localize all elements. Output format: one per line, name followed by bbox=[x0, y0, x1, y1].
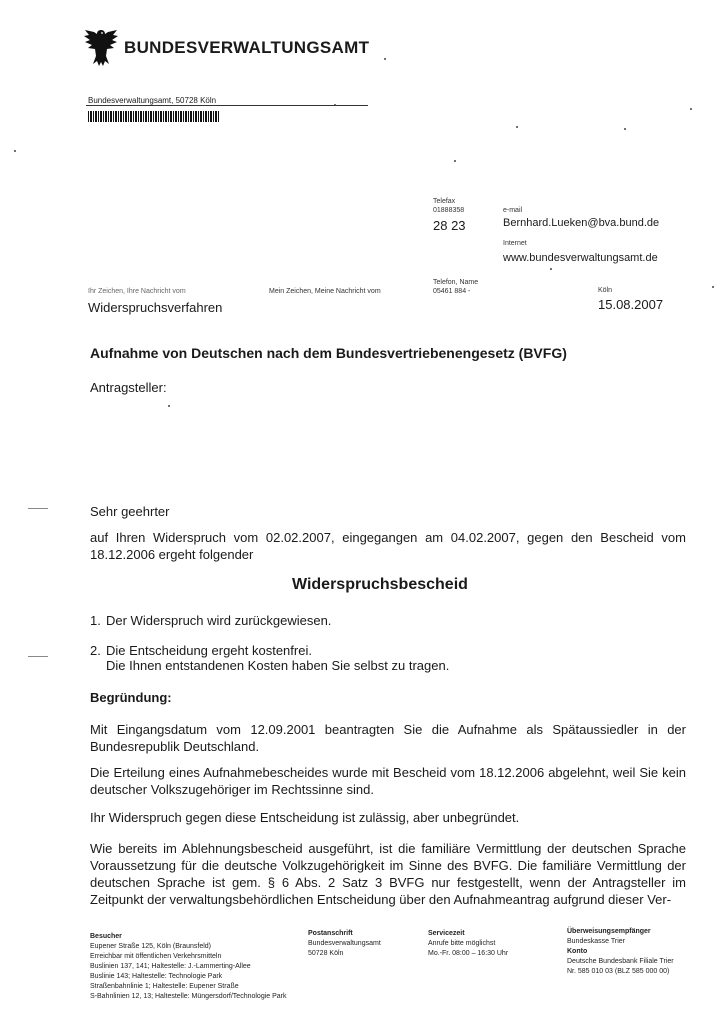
federal-eagle-icon bbox=[81, 26, 121, 68]
letter-date: 15.08.2007 bbox=[598, 297, 664, 312]
footer-visitors-line: Buslinien 137, 141; Haltestelle: J.-Lammerting-Allee bbox=[90, 963, 251, 970]
footer-account-line: Nr. 585 010 03 (BLZ 585 000 00) bbox=[567, 968, 670, 975]
scan-speck bbox=[334, 104, 336, 106]
item-2-number: 2. bbox=[90, 643, 101, 658]
item-1-number: 1. bbox=[90, 613, 101, 628]
footer-visitors-title: Besucher bbox=[90, 933, 122, 940]
footer-postal-line: Bundesverwaltungsamt bbox=[308, 940, 381, 947]
footer-postal-line: 50728 Köln bbox=[308, 950, 344, 957]
organization-name: BUNDESVERWALTUNGSAMT bbox=[124, 38, 370, 57]
internet-label: Internet bbox=[503, 240, 527, 247]
footer-service-line: Anrufe bitte möglichst bbox=[428, 940, 496, 947]
footer-postal bbox=[308, 929, 381, 959]
decision-title: Widerspruchsbescheid bbox=[292, 576, 468, 593]
my-reference-label: Mein Zeichen, Meine Nachricht vom bbox=[269, 288, 381, 295]
sender-return-address: Bundesverwaltungsamt, 50728 Köln bbox=[88, 96, 217, 105]
footer-visitors-line: S-Bahnlinien 12, 13; Haltestelle: Müngersdorf/Technologie Park bbox=[90, 993, 287, 1000]
email-address: Bernhard.Lueken@bva.bund.de bbox=[503, 217, 660, 229]
footer-transfer-title: Überweisungsempfänger bbox=[567, 928, 651, 935]
footer-visitors bbox=[90, 932, 287, 1002]
phone-number: 05461 884 - bbox=[433, 288, 471, 295]
scan-speck bbox=[690, 108, 692, 110]
footer-account-title: Konto bbox=[567, 948, 588, 955]
footer-transfer bbox=[567, 927, 674, 977]
scan-speck bbox=[454, 160, 456, 162]
footer-service-title: Servicezeit bbox=[428, 930, 465, 937]
scan-speck bbox=[516, 126, 518, 128]
footer-account-line: Deutsche Bundesbank Filiale Trier bbox=[567, 958, 674, 965]
footer-service bbox=[428, 929, 508, 959]
applicant-label: Antragsteller: bbox=[90, 380, 167, 395]
telefax-label: Telefax bbox=[433, 198, 456, 205]
telefax-number: 01888358 bbox=[433, 207, 465, 214]
sender-underline bbox=[86, 105, 368, 106]
scan-speck bbox=[624, 128, 626, 130]
subject-reference: Widerspruchsverfahren bbox=[88, 300, 223, 315]
reasons-heading: Begründung: bbox=[90, 690, 172, 705]
scan-speck bbox=[14, 150, 16, 152]
place-label: Köln bbox=[598, 287, 613, 294]
email-label: e-mail bbox=[503, 207, 523, 214]
footer-visitors-line: Buslinie 143; Haltestelle: Technologie Park bbox=[90, 973, 223, 980]
scan-speck bbox=[168, 405, 170, 407]
fold-mark bbox=[28, 508, 48, 509]
website-address: www.bundesverwaltungsamt.de bbox=[503, 252, 658, 264]
phone-label: Telefon, Name bbox=[433, 279, 479, 286]
letter-heading: Aufnahme von Deutschen nach dem Bundesvertriebenengesetz (BVFG) bbox=[90, 345, 567, 361]
reasons-paragraph-3: Ihr Widerspruch gegen diese Entscheidung ist zulässig, aber unbegründet. bbox=[90, 810, 520, 825]
footer-visitors-line: Erreichbar mit öffentlichen Verkehrsmitteln bbox=[90, 953, 222, 960]
footer-service-line: Mo.-Fr. 08:00 – 16:30 Uhr bbox=[428, 950, 509, 957]
scan-speck bbox=[550, 268, 552, 270]
footer-postal-title: Postanschrift bbox=[308, 930, 353, 937]
extension-number: 28 23 bbox=[433, 218, 466, 233]
item-1-text: Der Widerspruch wird zurückgewiesen. bbox=[106, 613, 332, 628]
salutation: Sehr geehrter bbox=[90, 504, 170, 519]
postal-barcode bbox=[88, 111, 220, 122]
footer-visitors-line: Eupener Straße 125, Köln (Braunsfeld) bbox=[90, 943, 212, 950]
your-reference-label: Ihr Zeichen, Ihre Nachricht vom bbox=[88, 288, 186, 295]
footer-visitors-line: Straßenbahnlinie 1; Haltestelle: Eupener Straße bbox=[90, 983, 239, 990]
reasons-paragraph-2: Die Erteilung eines Aufnahmebescheides wurde mit Bescheid vom 18.12.2006 abgelehnt, weil Sie kein deutscher Volkszugehöriger im Rechtssinne sind. bbox=[90, 765, 686, 797]
fold-mark bbox=[28, 656, 48, 657]
reasons-paragraph-4: Wie bereits im Ablehnungsbescheid ausgeführt, ist die familiäre Vermittlung der deutschen Sprache Voraussetzung für die deutsche Volkzugehörigkeit im Sinne des BVFG. Die familiäre Vermittlung der deutschen Sprache ist gem. § 6 Abs. 2 Satz 3 BVFG nur festgestellt, wenn der Antragsteller im Zeitpunkt der verwaltungsbehördlichen Entscheidung über den Aufnahmeantrag aufgrund dieser Ver- bbox=[90, 841, 686, 907]
scan-speck bbox=[384, 58, 386, 60]
reasons-paragraph-1: Mit Eingangsdatum vom 12.09.2001 beantragten Sie die Aufnahme als Spätaussiedler in der Bundesrepublik Deutschland. bbox=[90, 722, 686, 754]
scan-speck bbox=[712, 286, 714, 288]
footer-transfer-line: Bundeskasse Trier bbox=[567, 938, 625, 945]
intro-paragraph: auf Ihren Widerspruch vom 02.02.2007, eingegangen am 04.02.2007, gegen den Bescheid vom 18.12.2006 ergeht folgender bbox=[90, 530, 686, 562]
item-2-line-1: Die Entscheidung ergeht kostenfrei. bbox=[106, 643, 312, 658]
item-2-line-2: Die Ihnen entstandenen Kosten haben Sie selbst zu tragen. bbox=[106, 658, 450, 673]
